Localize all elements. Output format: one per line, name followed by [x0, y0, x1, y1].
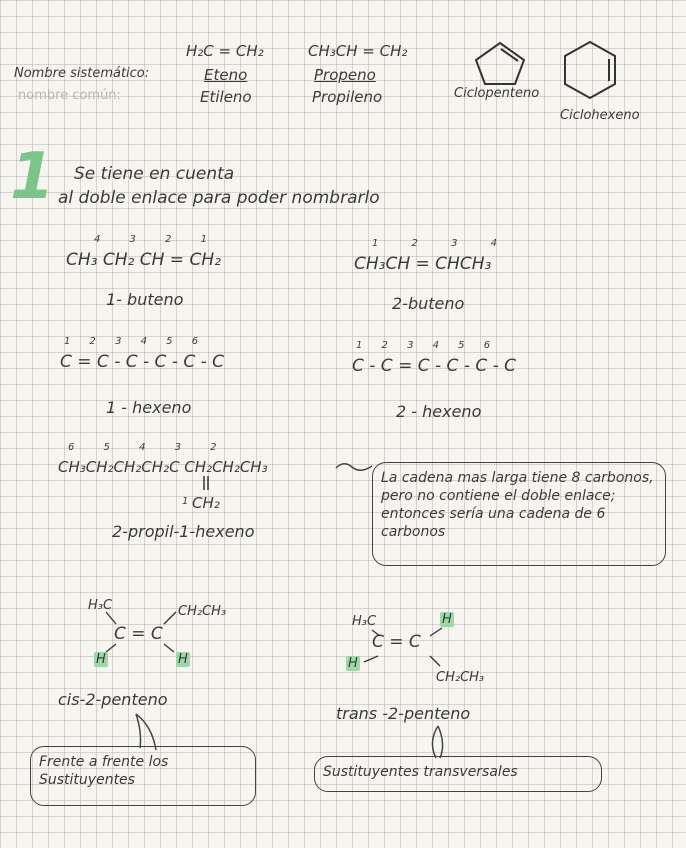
propylhexene-name: 2-propil-1-hexeno — [112, 522, 255, 541]
butene2-name: 2-buteno — [392, 294, 465, 313]
hexene2-formula: C - C = C - C - C - C — [352, 356, 517, 376]
cyclohexene-structure — [562, 40, 618, 100]
label-systematic: Nombre sistemático: — [14, 66, 150, 81]
hexene1-carbon-numbers: 1 2 3 4 5 6 — [64, 336, 201, 347]
propylhexene-double-bond — [202, 476, 210, 492]
section-number: 1 — [10, 140, 55, 214]
note-pointer — [334, 458, 374, 476]
butene1-formula: CH₃ CH₂ CH = CH₂ — [66, 250, 221, 270]
hexene2-name: 2 - hexeno — [396, 402, 482, 421]
ethene-systematic-name: Eteno — [204, 66, 248, 84]
cyclopentene-name: Ciclopenteno — [454, 86, 540, 101]
hexene1-formula: C = C - C - C - C - C — [60, 352, 225, 372]
trans-h-left: H — [348, 656, 358, 671]
trans-h3c: H₃C — [352, 614, 377, 629]
propylhexene-formula: CH₃CH₂CH₂CH₂C CH₂CH₂CH₃ — [58, 458, 268, 476]
label-common: nombre común: — [18, 88, 121, 103]
section-text-line1: Se tiene en cuenta — [74, 164, 235, 184]
trans-name: trans -2-penteno — [336, 704, 471, 723]
section-text-line2: al doble enlace para poder nombrarlo — [58, 188, 380, 208]
propylhexene-note-bubble: La cadena mas larga tiene 8 carbonos, pero no contiene el doble enlace; entonces sería una cadena de 6 carbonos — [372, 462, 666, 566]
ethene-formula: H₂C = CH₂ — [186, 42, 264, 60]
propylhexene-branch-number: 1 — [182, 496, 191, 507]
cis-h-left: H — [96, 652, 106, 667]
butene1-name: 1- buteno — [106, 290, 184, 309]
trans-h-right: H — [442, 612, 452, 627]
ethene-common-name: Etileno — [200, 88, 252, 106]
cis-note-line1: Frente a frente los — [39, 754, 169, 770]
cis-h3c: H₃C — [88, 598, 113, 613]
cis-core: C = C — [114, 624, 163, 644]
cis-name: cis-2-penteno — [58, 690, 168, 709]
cis-ch2ch3: CH₂CH₃ — [178, 604, 227, 619]
cis-h-right: H — [178, 652, 188, 667]
butene2-carbon-numbers: 1 2 3 4 — [372, 238, 499, 249]
propene-formula: CH₃CH = CH₂ — [308, 42, 408, 60]
propylhexene-carbon-numbers: 6 5 4 3 2 — [68, 442, 219, 453]
hexene2-carbon-numbers: 1 2 3 4 5 6 — [356, 340, 493, 351]
cis-note-line2: Sustituyentes — [39, 772, 135, 788]
cyclohexene-name: Ciclohexeno — [560, 108, 640, 123]
hexene1-name: 1 - hexeno — [106, 398, 192, 417]
trans-core: C = C — [372, 632, 421, 652]
cis-bonds — [98, 610, 198, 656]
trans-note-pointer — [424, 726, 454, 760]
propene-systematic-name: Propeno — [314, 66, 376, 84]
butene1-carbon-numbers: 4 3 2 1 — [94, 234, 209, 245]
propylhexene-branch: CH₂ — [192, 494, 220, 512]
cyclopentene-structure — [472, 40, 528, 86]
cis-note-bubble — [30, 746, 256, 806]
butene2-formula: CH₃CH = CHCH₃ — [354, 254, 492, 274]
trans-ch2ch3: CH₂CH₃ — [436, 670, 485, 685]
propene-common-name: Propileno — [312, 88, 383, 106]
trans-note-bubble: Sustituyentes transversales — [314, 756, 602, 792]
